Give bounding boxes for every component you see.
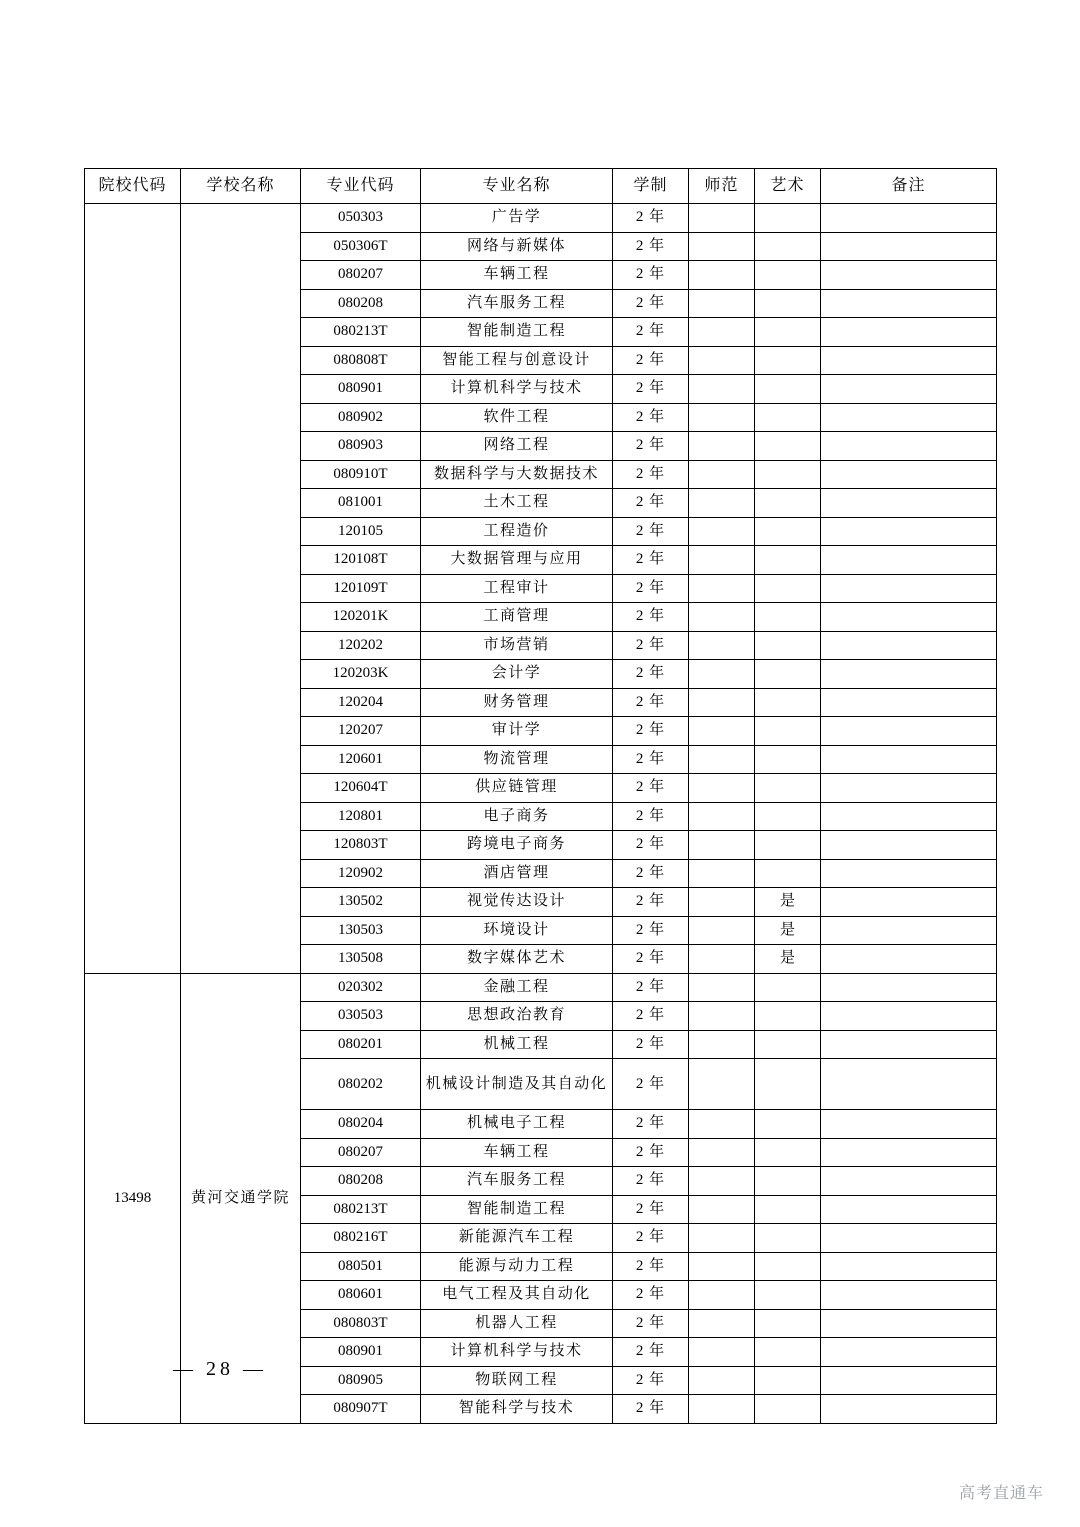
- cell-major-name: 数字媒体艺术: [421, 945, 613, 974]
- cell-remark: [821, 1138, 997, 1167]
- cell-duration: 2 年: [613, 432, 689, 461]
- cell-major-code: 120801: [301, 802, 421, 831]
- cell-art: [755, 1030, 821, 1059]
- cell-major-name: 物联网工程: [421, 1366, 613, 1395]
- cell-normal: [689, 1195, 755, 1224]
- column-header-remark: 备注: [821, 169, 997, 204]
- cell-art: 是: [755, 916, 821, 945]
- cell-school-name: 黄河交通学院: [181, 973, 301, 1423]
- majors-table: [84, 168, 997, 1424]
- cell-duration: 2 年: [613, 1309, 689, 1338]
- cell-art: [755, 1110, 821, 1139]
- cell-remark: [821, 660, 997, 689]
- cell-duration: 2 年: [613, 232, 689, 261]
- cell-duration: 2 年: [613, 1395, 689, 1424]
- cell-duration: 2 年: [613, 802, 689, 831]
- cell-major-name: 电子商务: [421, 802, 613, 831]
- column-header-major-name: 专业名称: [421, 169, 613, 204]
- cell-art: [755, 517, 821, 546]
- cell-normal: [689, 831, 755, 860]
- cell-normal: [689, 717, 755, 746]
- cell-remark: [821, 460, 997, 489]
- cell-art: [755, 1281, 821, 1310]
- cell-remark: [821, 1030, 997, 1059]
- column-header-institution-code: 院校代码: [85, 169, 181, 204]
- cell-art: [755, 432, 821, 461]
- cell-major-code: 080207: [301, 1138, 421, 1167]
- cell-major-name: 视觉传达设计: [421, 888, 613, 917]
- cell-major-code: 080204: [301, 1110, 421, 1139]
- cell-remark: [821, 888, 997, 917]
- cell-normal: [689, 916, 755, 945]
- cell-remark: [821, 831, 997, 860]
- cell-remark: [821, 631, 997, 660]
- table-row: [85, 204, 997, 233]
- cell-normal: [689, 432, 755, 461]
- cell-duration: 2 年: [613, 1195, 689, 1224]
- cell-major-name: 新能源汽车工程: [421, 1224, 613, 1253]
- cell-duration: 2 年: [613, 1281, 689, 1310]
- cell-remark: [821, 1167, 997, 1196]
- cell-remark: [821, 346, 997, 375]
- cell-art: [755, 318, 821, 347]
- cell-major-code: 080601: [301, 1281, 421, 1310]
- cell-art: [755, 831, 821, 860]
- cell-remark: [821, 1366, 997, 1395]
- cell-duration: 2 年: [613, 489, 689, 518]
- cell-remark: [821, 432, 997, 461]
- cell-duration: 2 年: [613, 831, 689, 860]
- cell-normal: [689, 403, 755, 432]
- cell-art: [755, 1195, 821, 1224]
- cell-normal: [689, 318, 755, 347]
- cell-major-name: 网络与新媒体: [421, 232, 613, 261]
- cell-major-code: 120105: [301, 517, 421, 546]
- cell-major-code: 080902: [301, 403, 421, 432]
- cell-duration: 2 年: [613, 403, 689, 432]
- cell-remark: [821, 574, 997, 603]
- watermark: 高考直通车: [958, 1485, 1044, 1502]
- cell-major-name: 大数据管理与应用: [421, 546, 613, 575]
- cell-remark: [821, 1110, 997, 1139]
- cell-major-name: 工程审计: [421, 574, 613, 603]
- cell-normal: [689, 1224, 755, 1253]
- cell-major-name: 车辆工程: [421, 261, 613, 290]
- cell-normal: [689, 1366, 755, 1395]
- cell-remark: [821, 375, 997, 404]
- cell-art: [755, 574, 821, 603]
- cell-normal: [689, 232, 755, 261]
- cell-major-name: 环境设计: [421, 916, 613, 945]
- cell-duration: 2 年: [613, 1224, 689, 1253]
- cell-normal: [689, 261, 755, 290]
- cell-major-name: 财务管理: [421, 688, 613, 717]
- cell-major-name: 市场营销: [421, 631, 613, 660]
- cell-major-name: 智能科学与技术: [421, 1395, 613, 1424]
- cell-major-code: 081001: [301, 489, 421, 518]
- cell-normal: [689, 1281, 755, 1310]
- cell-normal: [689, 460, 755, 489]
- cell-duration: 2 年: [613, 717, 689, 746]
- cell-art: 是: [755, 945, 821, 974]
- cell-normal: [689, 688, 755, 717]
- cell-remark: [821, 1309, 997, 1338]
- cell-duration: 2 年: [613, 1338, 689, 1367]
- cell-major-name: 计算机科学与技术: [421, 375, 613, 404]
- cell-normal: [689, 945, 755, 974]
- cell-institution-code: [85, 204, 181, 974]
- cell-art: [755, 1395, 821, 1424]
- cell-duration: 2 年: [613, 546, 689, 575]
- cell-normal: [689, 973, 755, 1002]
- cell-duration: 2 年: [613, 631, 689, 660]
- cell-major-name: 思想政治教育: [421, 1002, 613, 1031]
- cell-art: [755, 1338, 821, 1367]
- cell-normal: [689, 1395, 755, 1424]
- cell-major-name: 软件工程: [421, 403, 613, 432]
- cell-major-code: 080808T: [301, 346, 421, 375]
- cell-major-code: 130508: [301, 945, 421, 974]
- cell-normal: [689, 574, 755, 603]
- cell-art: [755, 859, 821, 888]
- cell-major-code: 050306T: [301, 232, 421, 261]
- cell-remark: [821, 774, 997, 803]
- cell-major-code: 120803T: [301, 831, 421, 860]
- cell-major-name: 机器人工程: [421, 1309, 613, 1338]
- cell-normal: [689, 1338, 755, 1367]
- cell-duration: 2 年: [613, 888, 689, 917]
- cell-remark: [821, 546, 997, 575]
- cell-art: 是: [755, 888, 821, 917]
- cell-major-code: 120204: [301, 688, 421, 717]
- cell-normal: [689, 603, 755, 632]
- cell-duration: 2 年: [613, 945, 689, 974]
- cell-art: [755, 603, 821, 632]
- cell-normal: [689, 517, 755, 546]
- cell-duration: 2 年: [613, 660, 689, 689]
- cell-remark: [821, 1195, 997, 1224]
- cell-major-code: 080213T: [301, 318, 421, 347]
- cell-major-code: 080208: [301, 289, 421, 318]
- cell-major-code: 120203K: [301, 660, 421, 689]
- cell-art: [755, 1309, 821, 1338]
- cell-major-name: 网络工程: [421, 432, 613, 461]
- cell-art: [755, 1002, 821, 1031]
- cell-major-name: 工商管理: [421, 603, 613, 632]
- cell-major-code: 080213T: [301, 1195, 421, 1224]
- cell-duration: 2 年: [613, 346, 689, 375]
- cell-major-code: 080903: [301, 432, 421, 461]
- cell-remark: [821, 289, 997, 318]
- cell-art: [755, 631, 821, 660]
- cell-art: [755, 460, 821, 489]
- cell-duration: 2 年: [613, 916, 689, 945]
- cell-major-name: 工程造价: [421, 517, 613, 546]
- cell-normal: [689, 546, 755, 575]
- cell-duration: 2 年: [613, 1030, 689, 1059]
- cell-normal: [689, 1309, 755, 1338]
- cell-major-code: 130502: [301, 888, 421, 917]
- cell-duration: 2 年: [613, 318, 689, 347]
- cell-major-name: 供应链管理: [421, 774, 613, 803]
- cell-remark: [821, 1338, 997, 1367]
- cell-normal: [689, 859, 755, 888]
- cell-normal: [689, 346, 755, 375]
- cell-major-name: 审计学: [421, 717, 613, 746]
- cell-major-name: 金融工程: [421, 973, 613, 1002]
- cell-major-code: 080207: [301, 261, 421, 290]
- column-header-major-code: 专业代码: [301, 169, 421, 204]
- cell-normal: [689, 745, 755, 774]
- cell-duration: 2 年: [613, 1059, 689, 1110]
- cell-normal: [689, 1002, 755, 1031]
- cell-major-name: 物流管理: [421, 745, 613, 774]
- cell-duration: 2 年: [613, 688, 689, 717]
- cell-remark: [821, 1002, 997, 1031]
- cell-major-name: 汽车服务工程: [421, 289, 613, 318]
- cell-art: [755, 973, 821, 1002]
- cell-major-name: 会计学: [421, 660, 613, 689]
- cell-remark: [821, 802, 997, 831]
- cell-duration: 2 年: [613, 973, 689, 1002]
- column-header-duration: 学制: [613, 169, 689, 204]
- cell-major-code: 020302: [301, 973, 421, 1002]
- cell-major-name: 机械工程: [421, 1030, 613, 1059]
- cell-duration: 2 年: [613, 745, 689, 774]
- table-header-row: [85, 169, 997, 204]
- table-body: [85, 204, 997, 1424]
- cell-major-code: 050303: [301, 204, 421, 233]
- cell-duration: 2 年: [613, 517, 689, 546]
- cell-art: [755, 1252, 821, 1281]
- cell-normal: [689, 774, 755, 803]
- cell-duration: 2 年: [613, 375, 689, 404]
- cell-remark: [821, 232, 997, 261]
- cell-remark: [821, 859, 997, 888]
- cell-art: [755, 1167, 821, 1196]
- majors-table-container: [84, 168, 996, 1424]
- cell-normal: [689, 204, 755, 233]
- cell-duration: 2 年: [613, 1366, 689, 1395]
- cell-duration: 2 年: [613, 1167, 689, 1196]
- cell-major-name: 车辆工程: [421, 1138, 613, 1167]
- cell-normal: [689, 375, 755, 404]
- cell-art: [755, 717, 821, 746]
- cell-institution-code: 13498: [85, 973, 181, 1423]
- cell-remark: [821, 945, 997, 974]
- cell-normal: [689, 1252, 755, 1281]
- cell-major-code: 120902: [301, 859, 421, 888]
- cell-major-code: 120601: [301, 745, 421, 774]
- column-header-normal: 师范: [689, 169, 755, 204]
- cell-remark: [821, 318, 997, 347]
- cell-art: [755, 375, 821, 404]
- cell-major-name: 智能工程与创意设计: [421, 346, 613, 375]
- cell-major-code: 080208: [301, 1167, 421, 1196]
- cell-major-code: 120604T: [301, 774, 421, 803]
- cell-normal: [689, 631, 755, 660]
- cell-normal: [689, 489, 755, 518]
- cell-normal: [689, 1110, 755, 1139]
- cell-normal: [689, 289, 755, 318]
- cell-art: [755, 802, 821, 831]
- cell-remark: [821, 973, 997, 1002]
- cell-remark: [821, 717, 997, 746]
- cell-major-name: 电气工程及其自动化: [421, 1281, 613, 1310]
- cell-major-name: 汽车服务工程: [421, 1167, 613, 1196]
- table-row: [85, 973, 997, 1002]
- cell-major-code: 080901: [301, 1338, 421, 1367]
- cell-major-code: 080905: [301, 1366, 421, 1395]
- cell-art: [755, 546, 821, 575]
- cell-remark: [821, 517, 997, 546]
- cell-remark: [821, 1395, 997, 1424]
- cell-remark: [821, 745, 997, 774]
- cell-duration: 2 年: [613, 1138, 689, 1167]
- cell-normal: [689, 660, 755, 689]
- cell-duration: 2 年: [613, 460, 689, 489]
- cell-duration: 2 年: [613, 859, 689, 888]
- cell-normal: [689, 1059, 755, 1110]
- cell-major-name: 智能制造工程: [421, 1195, 613, 1224]
- cell-art: [755, 745, 821, 774]
- cell-major-code: 080907T: [301, 1395, 421, 1424]
- cell-major-name: 能源与动力工程: [421, 1252, 613, 1281]
- cell-normal: [689, 1030, 755, 1059]
- cell-major-code: 080216T: [301, 1224, 421, 1253]
- cell-duration: 2 年: [613, 261, 689, 290]
- cell-normal: [689, 802, 755, 831]
- table-header: [85, 169, 997, 204]
- cell-major-code: 120109T: [301, 574, 421, 603]
- cell-duration: 2 年: [613, 289, 689, 318]
- cell-art: [755, 346, 821, 375]
- cell-remark: [821, 688, 997, 717]
- cell-major-code: 120207: [301, 717, 421, 746]
- cell-remark: [821, 1224, 997, 1253]
- cell-duration: 2 年: [613, 204, 689, 233]
- cell-major-name: 计算机科学与技术: [421, 1338, 613, 1367]
- cell-remark: [821, 204, 997, 233]
- cell-remark: [821, 603, 997, 632]
- cell-major-name: 土木工程: [421, 489, 613, 518]
- cell-art: [755, 774, 821, 803]
- cell-art: [755, 403, 821, 432]
- cell-normal: [689, 888, 755, 917]
- cell-major-code: 120201K: [301, 603, 421, 632]
- cell-art: [755, 1366, 821, 1395]
- cell-major-code: 080910T: [301, 460, 421, 489]
- cell-art: [755, 232, 821, 261]
- cell-normal: [689, 1138, 755, 1167]
- cell-major-name: 酒店管理: [421, 859, 613, 888]
- cell-art: [755, 660, 821, 689]
- cell-major-name: 数据科学与大数据技术: [421, 460, 613, 489]
- cell-major-code: 080901: [301, 375, 421, 404]
- cell-duration: 2 年: [613, 1002, 689, 1031]
- cell-art: [755, 489, 821, 518]
- cell-school-name: [181, 204, 301, 974]
- column-header-art: 艺术: [755, 169, 821, 204]
- cell-remark: [821, 916, 997, 945]
- cell-major-name: 机械电子工程: [421, 1110, 613, 1139]
- cell-duration: 2 年: [613, 1110, 689, 1139]
- cell-major-name: 广告学: [421, 204, 613, 233]
- cell-major-code: 080501: [301, 1252, 421, 1281]
- column-header-school-name: 学校名称: [181, 169, 301, 204]
- cell-major-code: 030503: [301, 1002, 421, 1031]
- cell-major-name: 机械设计制造及其自动化: [421, 1059, 613, 1110]
- cell-major-code: 080202: [301, 1059, 421, 1110]
- cell-major-name: 智能制造工程: [421, 318, 613, 347]
- cell-art: [755, 1138, 821, 1167]
- cell-art: [755, 261, 821, 290]
- cell-major-code: 120108T: [301, 546, 421, 575]
- cell-normal: [689, 1167, 755, 1196]
- cell-major-code: 120202: [301, 631, 421, 660]
- cell-remark: [821, 403, 997, 432]
- cell-art: [755, 1059, 821, 1110]
- cell-major-code: 080201: [301, 1030, 421, 1059]
- cell-duration: 2 年: [613, 603, 689, 632]
- cell-remark: [821, 489, 997, 518]
- cell-art: [755, 289, 821, 318]
- page-number: — 28 —: [173, 1358, 267, 1380]
- cell-duration: 2 年: [613, 1252, 689, 1281]
- cell-remark: [821, 1281, 997, 1310]
- cell-remark: [821, 1059, 997, 1110]
- cell-art: [755, 688, 821, 717]
- cell-duration: 2 年: [613, 774, 689, 803]
- cell-duration: 2 年: [613, 574, 689, 603]
- cell-remark: [821, 261, 997, 290]
- cell-major-code: 130503: [301, 916, 421, 945]
- cell-remark: [821, 1252, 997, 1281]
- cell-art: [755, 204, 821, 233]
- cell-art: [755, 1224, 821, 1253]
- cell-major-name: 跨境电子商务: [421, 831, 613, 860]
- cell-major-code: 080803T: [301, 1309, 421, 1338]
